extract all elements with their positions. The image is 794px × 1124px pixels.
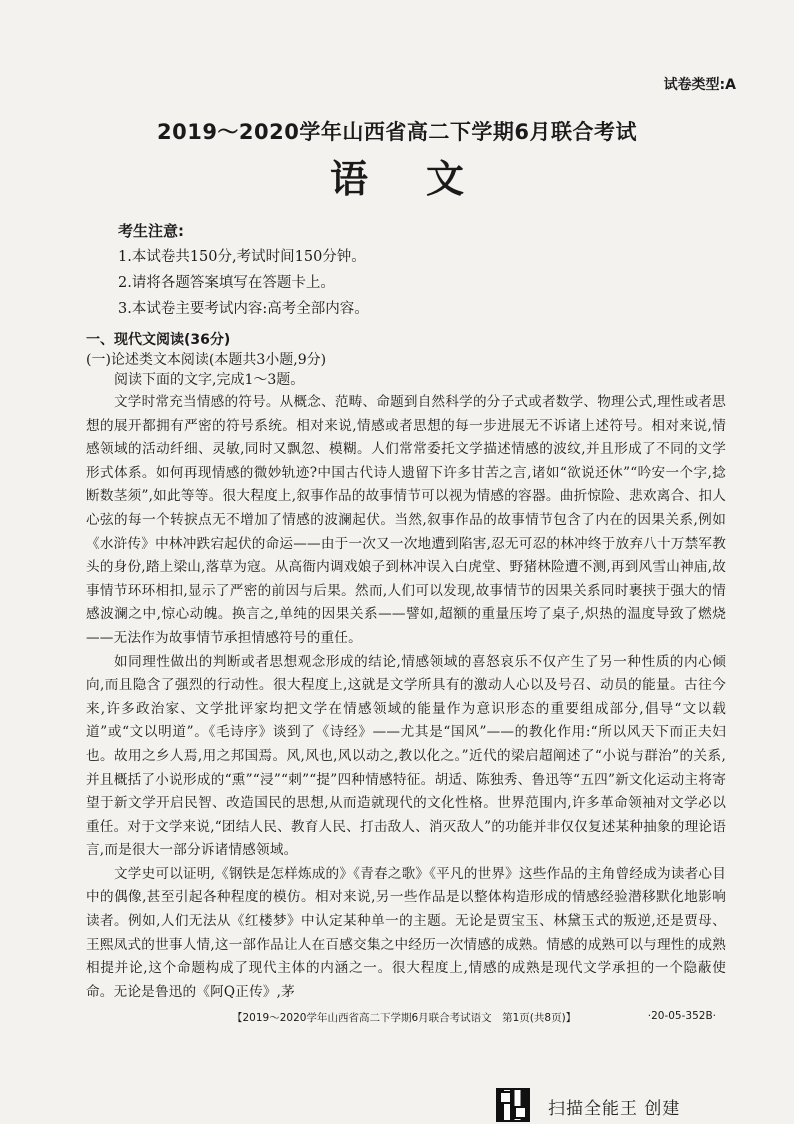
passage-paragraph: 文学时常充当情感的符号。从概念、范畴、命题到自然科学的分子式或者数学、物理公式,理性或者思想的展开都拥有严密的符号系统。相对来说,情感或者思想的每一步进展无不诉诸上述符号。相对来说,情感领域的活动纤细、灵敏,同时又飘忽、模糊。人们常常委托文学描述情感的波纹,并且形成了不同的文学形式体系。如何再现情感的微妙轨迹?中国古代诗人遗留下许多甘苦之言,诸如“欲说还休”“吟安一个字,捻断数茎须”,如此等等。很大程度上,叙事作品的故事情节可以视为情感的容器。曲折惊险、悲欢离合、扣人心弦的每一个转捩点无不增加了情感的波澜起伏。当然,叙事作品的故事情节包含了内在的因果关系,例如《水浒传》中林冲跌宕起伏的命运——由于一次又一次地遭到陷害,忍无可忍的林冲终于放弃八十万禁军教头的身份,踏上梁山,落草为寇。从高衙内调戏娘子到林冲误入白虎堂、野猪林险遭不测,再到风雪山神庙,故事情节环环相扣,显示了严密的前因与后果。然而,人们可以发现,故事情节的因果关系同时裹挟于强大的情感波澜之中,惊心动魄。换言之,单纯的因果关系——譬如,超额的重量压垮了桌子,炽热的温度导致了燃烧——无法作为故事情节承担情感符号的重任。	[86, 394, 726, 646]
qr-code-icon	[496, 1088, 530, 1122]
passage-paragraph: 文学史可以证明,《钢铁是怎样炼成的》《青春之歌》《平凡的世界》这些作品的主角曾经成为读者心目中的偶像,甚至引起各种程度的模仿。相对来说,另一些作品是以整体构造形成的情感经验潜移默化地影响读者。例如,人们无法从《红楼梦》中认定某种单一的主题。无论是贾宝玉、林黛玉式的叛逆,还是贾母、王熙凤式的世事人情,这一部作品让人在百感交集之中经历一次情感的成熟。情感的成熟可以与理性的成熟相提并论,这个命题构成了现代主体的内涵之一。很大程度上,情感的成熟是现代文学承担的一个隐蔽使命。无论是鲁迅的《阿Q正传》,茅	[86, 865, 726, 1000]
reading-section	[86, 330, 726, 1004]
notice-item: 3.本试卷主要考试内容:高考全部内容。	[118, 301, 369, 317]
section-heading: 一、现代文阅读(36分)	[86, 332, 231, 348]
paper-type-label: 试卷类型:A	[663, 77, 736, 93]
passage-paragraph: 如同理性做出的判断或者思想观念形成的结论,情感领域的喜怒哀乐不仅产生了另一种性质的内心倾向,而且隐含了强烈的行动性。很大程度上,这就是文学所具有的激动人心以及号召、动员的能量。古往今来,许多政治家、文学批评家均把文学在情感领域的能量作为意识形态的重要组成部分,倡导“文以载道”或“文以明道”。《毛诗序》谈到了《诗经》——尤其是“国风”——的教化作用:“所以风天下而正夫妇也。故用之乡人焉,用之邦国焉。风,风也,风以动之,教以化之。”近代的梁启超阐述了“小说与群治”的关系,并且概括了小说形成的“熏”“浸”“刺”“提”四种情感特征。胡适、陈独秀、鲁迅等“五四”新文化运动主将寄望于新文学开启民智、改造国民的思想,从而造就现代的文化性格。世界范围内,许多革命领袖对文学必以重任。对于文学来说,“团结人民、教育人民、打击敌人、消灭敌人”的功能并非仅仅复述某种抽象的理论语言,而是很大一部分诉诸情感领域。	[86, 653, 726, 859]
notice-title: 考生注意:	[118, 222, 184, 240]
subject-title: 语文	[329, 157, 522, 201]
notice-item: 2.请将各题答案填写在答题卡上。	[118, 275, 335, 291]
candidate-notice	[118, 218, 369, 322]
section-subheading: (一)论述类文本阅读(本题共3小题,9分)	[86, 352, 327, 368]
footer-code: ·20-05-352B·	[647, 1010, 716, 1022]
exam-title: 2019～2020学年山西省高二下学期6月联合考试	[156, 120, 637, 144]
notice-item: 1.本试卷共150分,考试时间150分钟。	[118, 249, 366, 265]
section-instruction: 阅读下面的文字,完成1～3题。	[114, 372, 305, 388]
scanner-watermark: 扫描全能王 创建	[548, 1099, 681, 1119]
footer-page-info: 【2019～2020学年山西省高二下学期6月联合考试语文 第1页(共8页)】	[232, 1012, 577, 1024]
